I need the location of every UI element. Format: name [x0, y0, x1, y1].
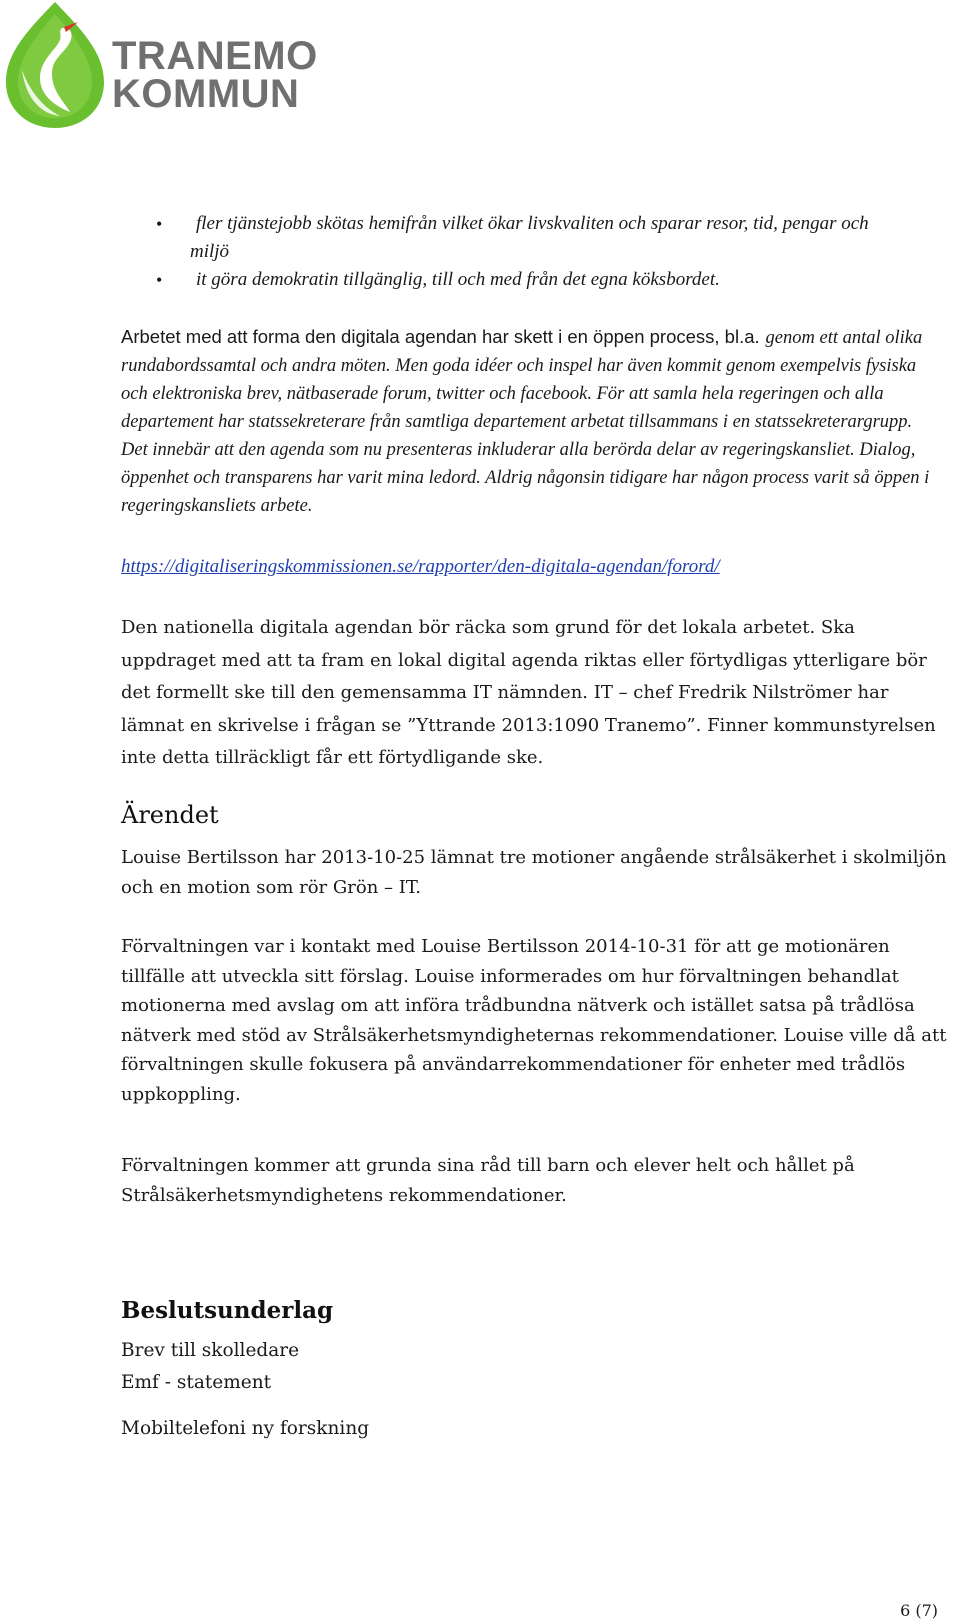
page-number: 6 (7) [900, 1601, 938, 1620]
paragraph-motioner: Louise Bertilsson har 2013-10-25 lämnat tre motioner angående strålsäkerhet i skolmiljön och en motion som rör Grön – IT. [121, 847, 947, 898]
bullet-text: fler tjänstejobb skötas hemifrån vilket ökar livskvaliten och sparar resor, tid, pengar och [196, 213, 869, 234]
source-link[interactable]: https://digitaliseringskommissionen.se/rapporter/den-digitala-agendan/forord/ [121, 556, 720, 577]
list-item [118, 266, 938, 294]
underlag-item: Emf - statement [121, 1372, 272, 1393]
bullet-dot-icon: • [156, 270, 163, 290]
paragraph-rad: Förvaltningen kommer att grunda sina råd till barn och elever helt och hållet på Strålsäkerhetsmyndighetens rekommendationer. [121, 1155, 855, 1206]
quote-upright-text: Arbetet med att forma den digitala agendan har skett i en öppen process, bl.a. [121, 326, 760, 347]
list-item-continuation [118, 238, 938, 266]
crane-emblem-icon [0, 0, 110, 130]
bullet-list [118, 210, 938, 294]
paragraph-kontakt: Förvaltningen var i kontakt med Louise Bertilsson 2014-10-31 för att ge motionären tillfälle att utveckla sitt förslag. Louise informerades om hur förvaltningen behandlat motionerna med avslag om att införa trådbundna nätverk och istället satsa på trådlösa nätverk med stöd av Strålsäkerhetsmyndigheternas rekommendationer. Louise ville då att förvaltningen skulle fokusera på användarrekommendationer för enheter med trådlös uppkoppling. [121, 936, 947, 1105]
bullet-text: miljö [190, 241, 230, 262]
heading-beslutsunderlag: Beslutsunderlag [121, 1297, 334, 1324]
logo-line-1: TRANEMO [112, 34, 318, 78]
list-item [118, 210, 938, 238]
bullet-text: it göra demokratin tillgänglig, till och med från det egna köksbordet. [196, 269, 720, 290]
tranemo-logo [0, 0, 318, 135]
logo-line-2: KOMMUN [112, 72, 300, 116]
underlag-item: Mobiltelefoni ny forskning [121, 1418, 370, 1439]
underlag-item: Brev till skolledare [121, 1340, 300, 1361]
heading-arendet: Ärendet [121, 801, 219, 829]
logo-wordmark [112, 34, 318, 116]
quote-italic-text: genom ett antal olika rundabordssamtal och andra möten. Men goda idéer och inspel har även kommit genom exempelvis fysiska och elektroniska brev, nätbaserade forum, twitter och facebook. För att samla hela regeringen och alla departement har statssekreterare från samtliga departement arbetat tillsammans i en statssekreterargrupp. Det innebär att den agenda som nu presenteras inkluderar alla berörda delar av regeringskansliet. Dialog, öppenhet och transparens har varit mina ledord. Aldrig någonsin tidigare har någon process varit så öppen i regeringskansliets arbete. [121, 328, 930, 516]
paragraph-agenda: Den nationella digitala agendan bör räcka som grund för det lokala arbetet. Ska uppdraget med att ta fram en lokal digital agenda riktas eller förtydligas ytterligare bör det formellt ske till den gemensamma IT nämnden. IT – chef Fredrik Nilströmer har lämnat en skrivelse i frågan se ”Yttrande 2013:1090 Tranemo”. Finner kommunstyrelsen inte detta tillräckligt får ett förtydligande ske. [121, 617, 936, 768]
bullet-dot-icon: • [156, 214, 163, 234]
quote-block [121, 323, 941, 520]
